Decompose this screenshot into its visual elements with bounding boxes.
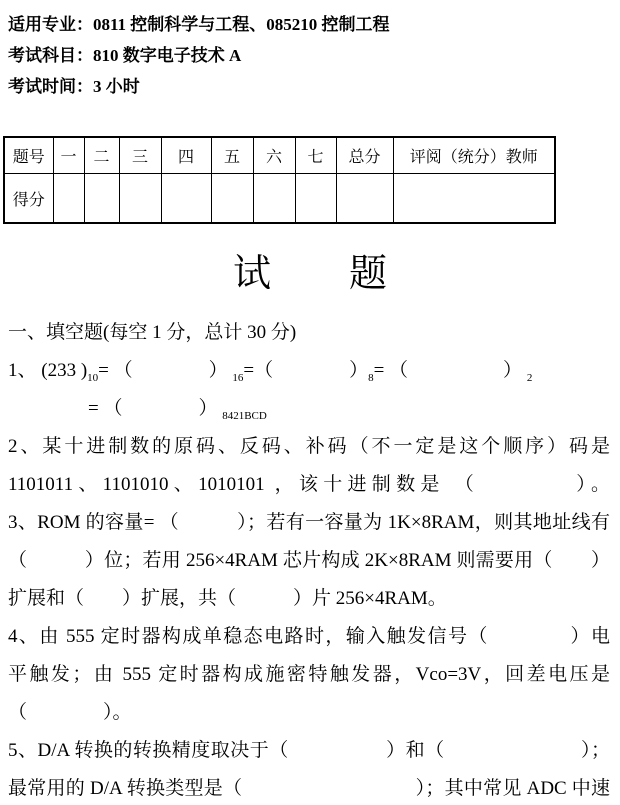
score-table (3, 136, 556, 224)
exam-title (0, 240, 620, 298)
line-text: = （ ） (373, 360, 527, 381)
score-table-header-row (4, 137, 555, 174)
score-cell-1 (53, 174, 84, 224)
subscript-text: 10 (87, 372, 99, 384)
column-header-6: 六 (253, 137, 295, 174)
question-4 (8, 618, 610, 732)
line-text: （ ）位；若用 256×4RAM 芯片构成 2K×8RAM 则需要用（ ） (8, 550, 610, 571)
line-text: 最常用的 D/A 转换类型是（ ）；其中常见 ADC 中速 (8, 778, 610, 799)
applicable-majors-line: 适用专业：0811 控制科学与工程、085210 控制工程 (8, 15, 390, 34)
column-header-4: 四 (161, 137, 211, 174)
question-line (8, 466, 610, 504)
column-header-5: 五 (211, 137, 253, 174)
question-number-header-cell: 题号 (4, 137, 53, 174)
exam-title-char-right: 题 (349, 252, 388, 295)
score-row (4, 174, 555, 224)
score-cell-2 (84, 174, 119, 224)
score-cell-3 (119, 174, 161, 224)
question-line (8, 618, 610, 656)
line-text: 5、D/A 转换的转换精度取决于（ ）和（ ）； (8, 740, 610, 761)
exam-duration-line: 考试时间：3 小时 (8, 77, 140, 96)
line-text: 平触发；由 555 定时器构成施密特触发器，Vco=3V，回差电压是 (8, 664, 610, 685)
line-text: =（ ） (243, 360, 369, 381)
question-3 (8, 504, 610, 618)
line-text: 2、某十进制数的原码、反码、补码（不一定是这个顺序）码是 (8, 436, 610, 457)
subscript-text: 8 (368, 372, 374, 384)
total-score-header-cell: 总分 (336, 137, 393, 174)
subscript-text: 16 (232, 372, 244, 384)
question-line (8, 542, 610, 580)
grader-header-cell: 评阅（统分）教师 (393, 137, 555, 174)
score-cell-6 (253, 174, 295, 224)
line-text: = （ ） (98, 360, 233, 381)
section-1-heading: 一、填空题(每空 1 分，总计 30 分) (8, 322, 297, 343)
line-text: 扩展和（ ）扩展，共（ ）片 256×4RAM。 (8, 588, 447, 609)
question-line (8, 352, 610, 390)
column-header-1: 一 (53, 137, 84, 174)
question-line (8, 580, 610, 618)
line-text: （ ）。 (8, 702, 132, 723)
question-line (8, 504, 610, 542)
question-5 (8, 732, 610, 805)
question-line (8, 732, 610, 770)
subscript-text: 8421BCD (222, 410, 267, 422)
question-line (8, 656, 610, 694)
exam-header (8, 9, 608, 102)
question-line (8, 428, 610, 466)
column-header-2: 二 (84, 137, 119, 174)
exam-title-char-left: 试 (232, 252, 271, 295)
column-header-7: 七 (295, 137, 336, 174)
subscript-text: 2 (526, 372, 533, 384)
score-cell-grader (393, 174, 555, 224)
score-cell-7 (295, 174, 336, 224)
exam-body (8, 314, 610, 805)
score-cell-5 (211, 174, 253, 224)
question-1 (8, 352, 610, 428)
question-2 (8, 428, 610, 504)
line-text: 1101011、1101010、1010101 ，该十进制数是 （ ）。 (8, 474, 610, 495)
score-cell-4 (161, 174, 211, 224)
line-text: = （ ） (88, 398, 223, 419)
score-label-cell: 得分 (4, 174, 53, 224)
line-text: 4、由 555 定时器构成单稳态电路时，输入触发信号（ ）电 (8, 626, 610, 647)
exam-subject-line: 考试科目：810 数字电子技术 A (8, 46, 242, 65)
column-header-3: 三 (119, 137, 161, 174)
line-text: 3、ROM 的容量= （ ）；若有一容量为 1K×8RAM，则其地址线有 (8, 512, 610, 533)
score-cell-total (336, 174, 393, 224)
line-text: 1、 (233 ) (8, 360, 88, 381)
question-line (88, 390, 610, 428)
question-line (8, 770, 610, 805)
question-line (8, 694, 610, 732)
